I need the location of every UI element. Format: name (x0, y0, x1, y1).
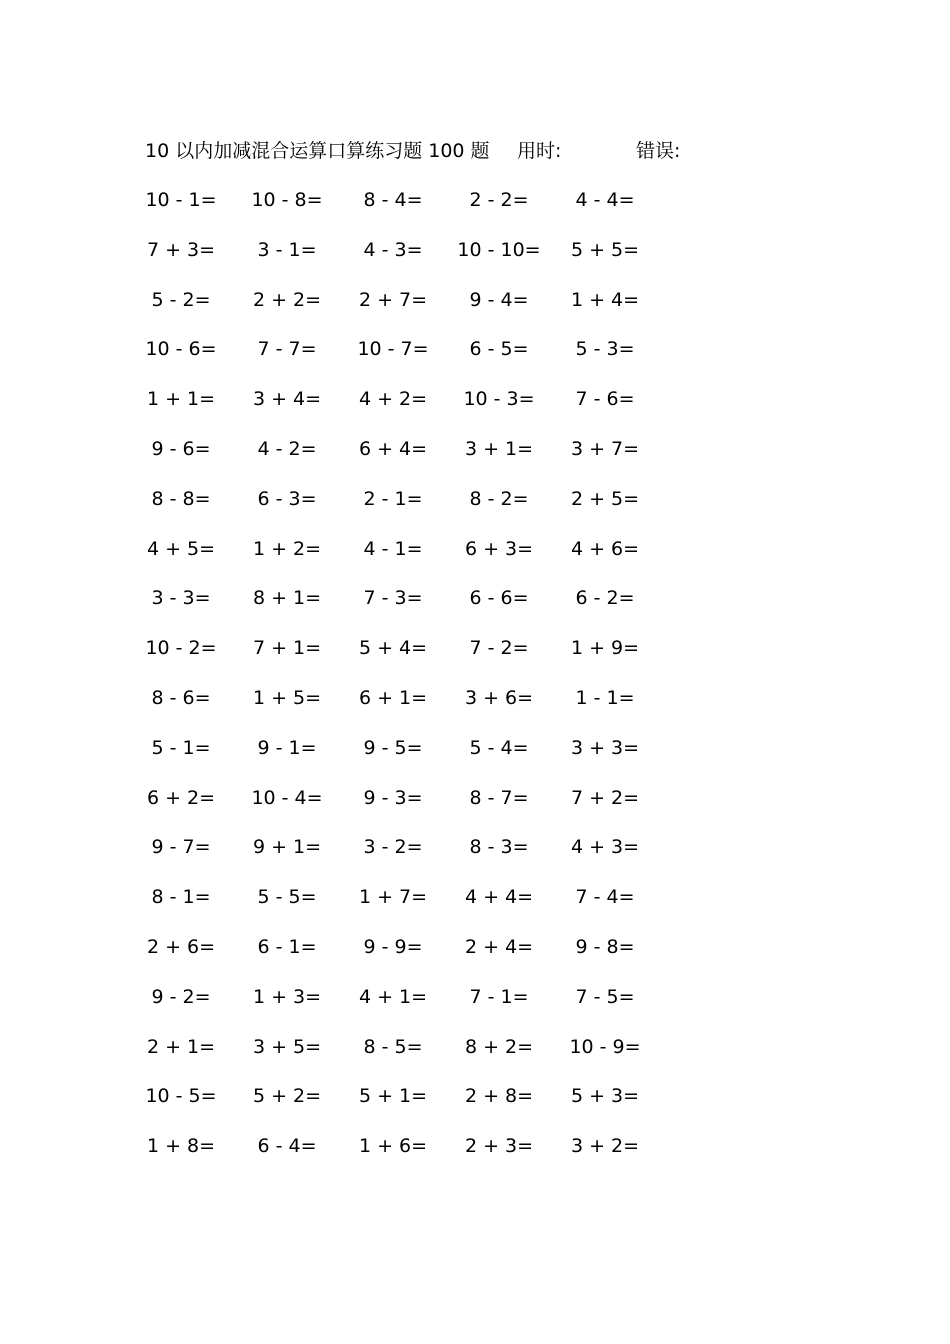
problem: 2 + 7= (358, 288, 428, 311)
problem: 9 - 4= (469, 288, 529, 311)
problem: 2 + 6= (146, 935, 216, 958)
problem: 6 - 5= (469, 338, 529, 361)
problem: 8 - 7= (469, 786, 529, 809)
problem-row (128, 235, 658, 285)
problem-row (128, 434, 658, 484)
problem-row (128, 832, 658, 882)
problem: 7 - 7= (257, 338, 317, 361)
problem: 9 - 6= (151, 437, 211, 460)
problem: 8 - 4= (363, 189, 423, 211)
problem: 6 - 2= (575, 587, 635, 610)
problem: 6 - 3= (257, 487, 317, 510)
problem: 2 - 2= (469, 189, 529, 211)
problem: 2 + 8= (464, 1085, 534, 1108)
problem-row (128, 583, 658, 633)
problem: 5 + 5= (570, 238, 640, 261)
problem: 8 + 1= (252, 587, 322, 610)
problem: 1 + 2= (252, 537, 322, 560)
problem: 1 + 4= (570, 288, 640, 311)
problem: 3 + 3= (570, 736, 640, 759)
problem-row (128, 1032, 658, 1082)
problem: 1 + 5= (252, 686, 322, 709)
problem-row (128, 484, 658, 534)
problem: 2 + 3= (464, 1135, 534, 1158)
problem: 1 + 8= (146, 1135, 216, 1158)
problem-row (128, 285, 658, 335)
problem: 4 + 2= (358, 388, 428, 411)
problem: 8 - 2= (469, 487, 529, 510)
problem-row (128, 733, 658, 783)
problem: 7 - 2= (469, 637, 529, 660)
problem: 3 + 1= (464, 437, 534, 460)
time-used-label: 用时: (517, 140, 562, 162)
problem: 3 + 4= (252, 388, 322, 411)
problem: 6 + 2= (146, 786, 216, 809)
problem: 9 - 8= (575, 935, 635, 958)
problem: 2 + 1= (146, 1035, 216, 1058)
problem: 5 + 1= (358, 1085, 428, 1108)
problem: 4 + 6= (570, 537, 640, 560)
problem: 5 - 2= (151, 288, 211, 311)
problem: 9 - 7= (151, 836, 211, 859)
problem: 10 - 2= (145, 637, 217, 660)
problem-row (128, 384, 658, 434)
problem-row (128, 783, 658, 833)
problem-row (128, 1081, 658, 1131)
problem: 9 + 1= (252, 836, 322, 859)
problem-row (128, 683, 658, 733)
worksheet-header (145, 137, 765, 165)
problem-row (128, 1131, 658, 1181)
problem-grid (128, 185, 658, 1181)
problem: 3 + 2= (570, 1135, 640, 1158)
problem-row (128, 185, 658, 235)
problem: 1 + 7= (358, 886, 428, 909)
problem: 9 - 2= (151, 985, 211, 1008)
problem: 6 + 1= (358, 686, 428, 709)
problem: 5 + 2= (252, 1085, 322, 1108)
problem-row (128, 334, 658, 384)
problem: 7 + 3= (146, 238, 216, 261)
problem-row (128, 534, 658, 584)
problem: 6 - 6= (469, 587, 529, 610)
problem: 6 - 1= (257, 935, 317, 958)
problem: 7 - 3= (363, 587, 423, 610)
problem: 6 + 4= (358, 437, 428, 460)
problem: 2 + 4= (464, 935, 534, 958)
problem: 10 - 9= (569, 1035, 641, 1058)
problem: 10 - 5= (145, 1085, 217, 1108)
problem: 4 - 2= (257, 437, 317, 460)
error-count-label: 错误: (636, 140, 681, 162)
problem: 4 + 4= (464, 886, 534, 909)
problem: 4 + 1= (358, 985, 428, 1008)
problem: 10 - 10= (457, 238, 541, 261)
problem: 7 - 1= (469, 985, 529, 1008)
problem: 8 + 2= (464, 1035, 534, 1058)
problem: 4 - 3= (363, 238, 423, 261)
problem: 7 - 5= (575, 985, 635, 1008)
problem: 1 + 3= (252, 985, 322, 1008)
problem: 10 - 6= (145, 338, 217, 361)
problem: 9 - 5= (363, 736, 423, 759)
problem: 3 - 1= (257, 238, 317, 261)
problem: 8 - 6= (151, 686, 211, 709)
problem: 10 - 7= (357, 338, 429, 361)
problem: 3 + 6= (464, 686, 534, 709)
problem: 3 + 5= (252, 1035, 322, 1058)
problem: 10 - 1= (145, 189, 217, 211)
problem: 5 - 1= (151, 736, 211, 759)
problem-row (128, 982, 658, 1032)
problem: 8 - 1= (151, 886, 211, 909)
problem-row (128, 633, 658, 683)
problem: 1 - 1= (575, 686, 635, 709)
problem: 8 - 5= (363, 1035, 423, 1058)
problem: 2 + 2= (252, 288, 322, 311)
problem: 8 - 8= (151, 487, 211, 510)
problem: 10 - 8= (251, 189, 323, 211)
problem: 6 + 3= (464, 537, 534, 560)
problem: 9 - 1= (257, 736, 317, 759)
problem: 5 + 4= (358, 637, 428, 660)
problem: 7 + 1= (252, 637, 322, 660)
problem: 9 - 3= (363, 786, 423, 809)
worksheet-title: 10 以内加减混合运算口算练习题 100 题 (145, 140, 490, 162)
problem: 1 + 9= (570, 637, 640, 660)
problem: 4 - 1= (363, 537, 423, 560)
problem: 5 - 5= (257, 886, 317, 909)
problem: 2 + 5= (570, 487, 640, 510)
problem: 1 + 6= (358, 1135, 428, 1158)
problem: 10 - 3= (463, 388, 535, 411)
problem: 6 - 4= (257, 1135, 317, 1158)
problem-row (128, 932, 658, 982)
problem: 7 - 6= (575, 388, 635, 411)
problem: 1 + 1= (146, 388, 216, 411)
problem-row (128, 882, 658, 932)
problem: 4 + 3= (570, 836, 640, 859)
problem: 3 + 7= (570, 437, 640, 460)
problem: 7 - 4= (575, 886, 635, 909)
problem: 4 - 4= (575, 189, 635, 211)
problem: 7 + 2= (570, 786, 640, 809)
problem: 3 - 3= (151, 587, 211, 610)
problem: 9 - 9= (363, 935, 423, 958)
problem: 8 - 3= (469, 836, 529, 859)
problem: 10 - 4= (251, 786, 323, 809)
problem: 5 + 3= (570, 1085, 640, 1108)
problem: 2 - 1= (363, 487, 423, 510)
problem: 3 - 2= (363, 836, 423, 859)
problem: 5 - 3= (575, 338, 635, 361)
problem: 4 + 5= (146, 537, 216, 560)
problem: 5 - 4= (469, 736, 529, 759)
